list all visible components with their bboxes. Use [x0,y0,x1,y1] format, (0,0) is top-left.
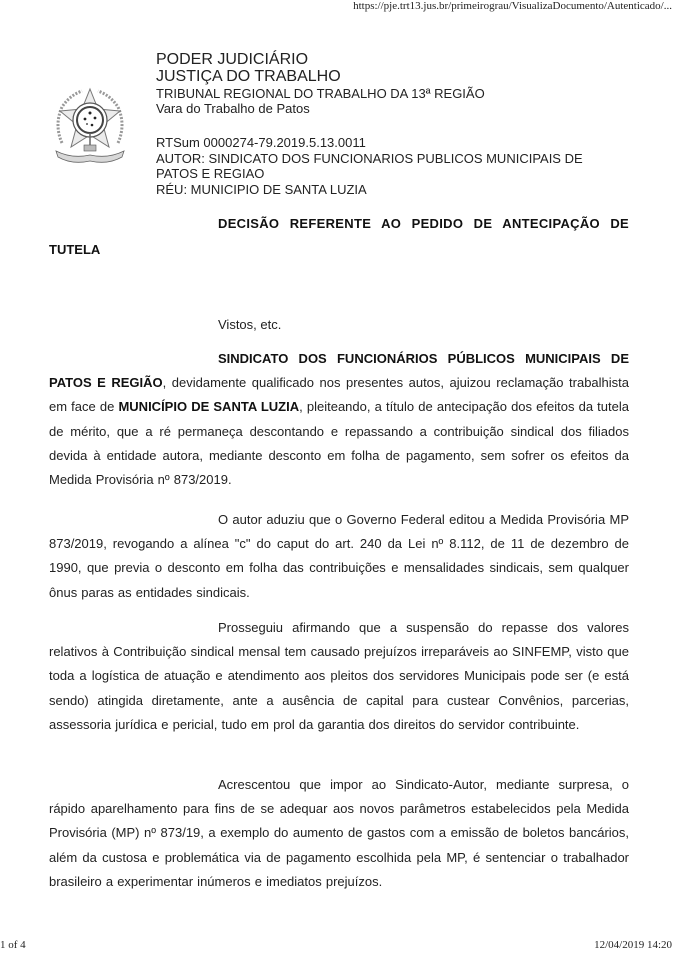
case-reu: RÉU: MUNICIPIO DE SANTA LUZIA [156,181,367,197]
paragraph-2-text: O autor aduziu que o Governo Federal editou a Medida Provisória MP 873/2019, revogando a alínea "c" do caput do art. 240 da Lei nº 8.112, de 11 de dezembro de 1990, que previa o desconto em folha das contribuições e mensalidades sindicais, sem qualquer ônus paras as entidades sindicais. [49,512,629,600]
paragraph-1-text [49,347,629,492]
print-header-url: https://pje.trt13.jus.br/primeirograu/VisualizaDocumento/Autenticado/... [353,0,672,12]
letterhead-line-tribunal: TRIBUNAL REGIONAL DO TRABALHO DA 13ª REGIÃO [156,86,485,101]
case-autor-line1: AUTOR: SINDICATO DOS FUNCIONARIOS PUBLICOS MUNICIPAIS DE [156,150,583,166]
paragraph-3 [49,616,629,737]
case-number: RTSum 0000274-79.2019.5.13.0011 [156,135,366,150]
paragraph-1 [49,347,629,492]
paragraph-1-text-part1: , devidamente qualificado nos presentes autos, ajuizou reclamação trabalhista em face de [49,375,630,415]
print-footer-page-indicator: 1 of 4 [0,939,26,951]
greeting: Vistos, etc. [218,317,282,332]
document-title-line1: DECISÃO REFERENTE AO PEDIDO DE ANTECIPAÇÃO DE [218,216,629,231]
paragraph-1-bold-municipio: MUNICÍPIO DE SANTA LUZIA [118,399,300,415]
case-autor-line2: PATOS E REGIAO [156,166,265,181]
paragraph-2 [49,508,629,605]
paragraph-1-bold-sindicato: SINDICATO DOS FUNCIONÁRIOS PÚBLICOS MUNICIPAIS DE PATOS E REGIÃO [49,351,629,391]
paragraph-4-text: Acrescentou que impor ao Sindicato-Autor, mediante surpresa, o rápido aparelhamento para fins de se adequar aos novos parâmetros estabelecidos pela Medida Provisória (MP) nº 873/19, a exemplo do aumento de gastos com a emissão de boletos bancários, além da custosa e problemática via de pagamento escolhida pela MP, é sentenciar o trabalhador brasileiro a experimentar inúmeros e imediatos prejuízos. [49,777,629,889]
document-title-line2: TUTELA [49,242,101,257]
letterhead-line-justica-do-trabalho: JUSTIÇA DO TRABALHO [156,68,341,85]
letterhead-line-vara: Vara do Trabalho de Patos [156,101,310,116]
letterhead-line-poder-judiciario: PODER JUDICIÁRIO [156,51,309,68]
brazil-coat-of-arms-icon [52,85,128,167]
paragraph-1-text-part2: , pleiteando, a título de antecipação dos efeitos da tutela de mérito, que a ré permaneça descontando e repassando a contribuição sindical dos filiados devida à entidade autora, mediante desconto em folha de pagamento, sem sofrer os efeitos da Medida Provisória nº 873/2019. [49,399,629,488]
print-footer-datetime: 12/04/2019 14:20 [594,939,672,951]
paragraph-4 [49,773,629,894]
paragraph-3-text: Prosseguiu afirmando que a suspensão do repasse dos valores relativos à Contribuição sindical mensal tem causado prejuízos irreparáveis ao SINFEMP, visto que toda a logística de atuação e atendimento aos pleitos dos servidores Municipais pode ser (e está sendo) atingida diretamente, ante a ausência de capital para custear Convênios, parcerias, assessoria jurídica e pericial, tudo em prol da garantia dos direitos do servidor contribuinte. [49,620,629,732]
